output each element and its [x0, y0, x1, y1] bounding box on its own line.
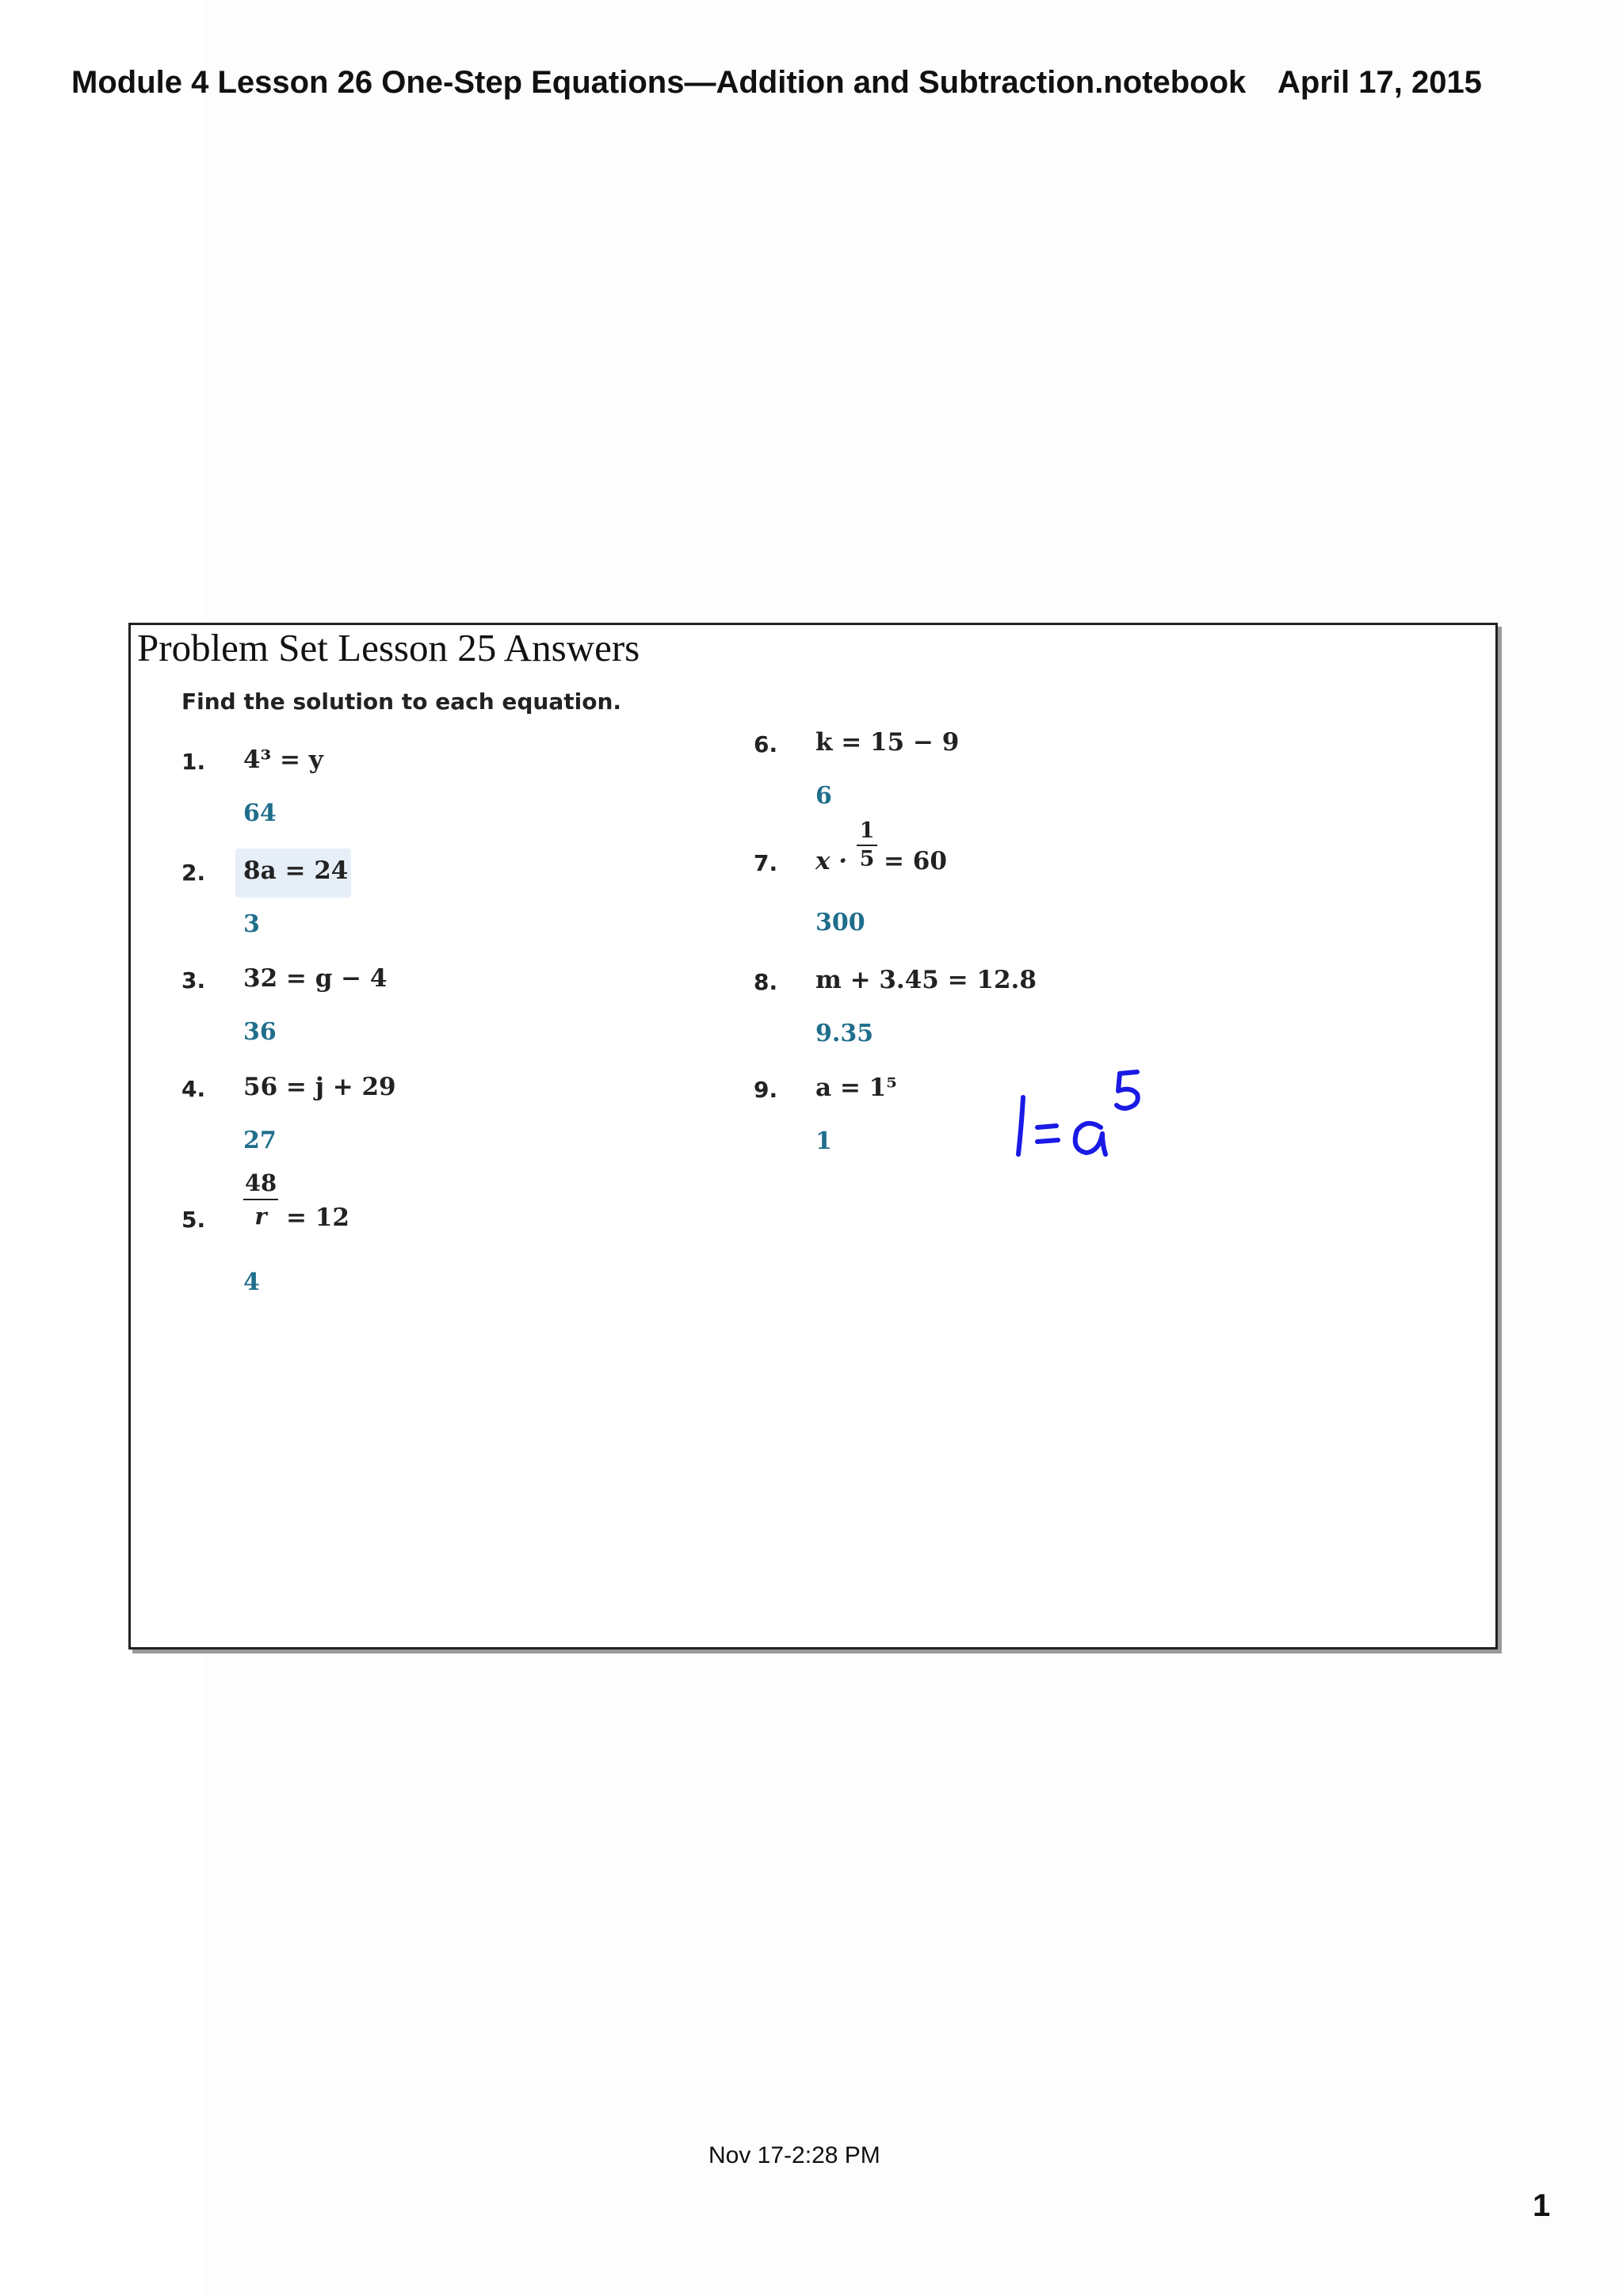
problem-number: 1. — [181, 749, 206, 775]
fraction-numerator: 48 — [244, 1169, 277, 1196]
fraction-denominator: 5 — [859, 847, 875, 871]
instruction-text: Find the solution to each equation. — [181, 688, 622, 715]
problem-answer: 64 — [243, 799, 277, 827]
problem-answer: 27 — [243, 1127, 277, 1154]
problem-number: 3. — [181, 967, 206, 994]
handwriting-stroke — [1075, 1123, 1106, 1154]
fraction-denominator: r — [254, 1203, 267, 1230]
fraction-bar — [857, 845, 877, 846]
problem-equation: a = 1⁵ — [815, 1074, 897, 1102]
problem-number: 9. — [754, 1077, 778, 1103]
problem-answer: 4 — [243, 1268, 260, 1296]
problem-equation: 32 = g − 4 — [243, 964, 388, 993]
problem-number: 8. — [754, 969, 778, 995]
page-number: 1 — [1533, 2188, 1551, 2223]
fraction — [857, 818, 877, 872]
fraction-numerator: 1 — [859, 818, 875, 843]
equation-lhs: x · — [815, 847, 848, 875]
problem-equation: k = 15 − 9 — [815, 728, 960, 757]
problem-answer: 6 — [815, 782, 832, 810]
problem-answer: 9.35 — [815, 1020, 874, 1047]
problem-equation: 56 = j + 29 — [243, 1073, 396, 1101]
problem-answer: 36 — [243, 1018, 277, 1046]
equation-rhs: = 12 — [286, 1203, 349, 1232]
notebook-title: Module 4 Lesson 26 One-Step Equations—Addition and Subtraction.notebook — [71, 65, 1247, 100]
problem-answer: 300 — [815, 909, 865, 936]
handwriting-stroke — [1117, 1072, 1138, 1108]
equation-rhs: = 60 — [884, 847, 947, 875]
handwriting-stroke — [1037, 1126, 1056, 1127]
fraction — [243, 1169, 278, 1230]
fraction-bar — [243, 1199, 278, 1200]
handwritten-note — [1014, 1066, 1180, 1161]
problem-equation: 4³ = y — [243, 746, 323, 774]
slide-title: Problem Set Lesson 25 Answers — [137, 626, 640, 669]
problem-number: 5. — [181, 1207, 206, 1233]
problem-equation: m + 3.45 = 12.8 — [815, 966, 1037, 994]
notebook-date: April 17, 2015 — [1277, 65, 1482, 100]
problem-equation: 8a = 24 — [243, 856, 349, 885]
problem-number: 6. — [754, 731, 778, 757]
problem-number: 7. — [754, 850, 778, 876]
problem-answer: 3 — [243, 910, 260, 938]
problem-number: 4. — [181, 1076, 206, 1102]
handwriting-stroke — [1037, 1140, 1058, 1142]
handwriting-stroke — [1018, 1097, 1023, 1154]
slide-page[interactable] — [128, 623, 1498, 1650]
problem-answer: 1 — [815, 1127, 832, 1155]
problem-number: 2. — [181, 860, 206, 886]
footer-timestamp: Nov 17-2:28 PM — [708, 2142, 880, 2168]
